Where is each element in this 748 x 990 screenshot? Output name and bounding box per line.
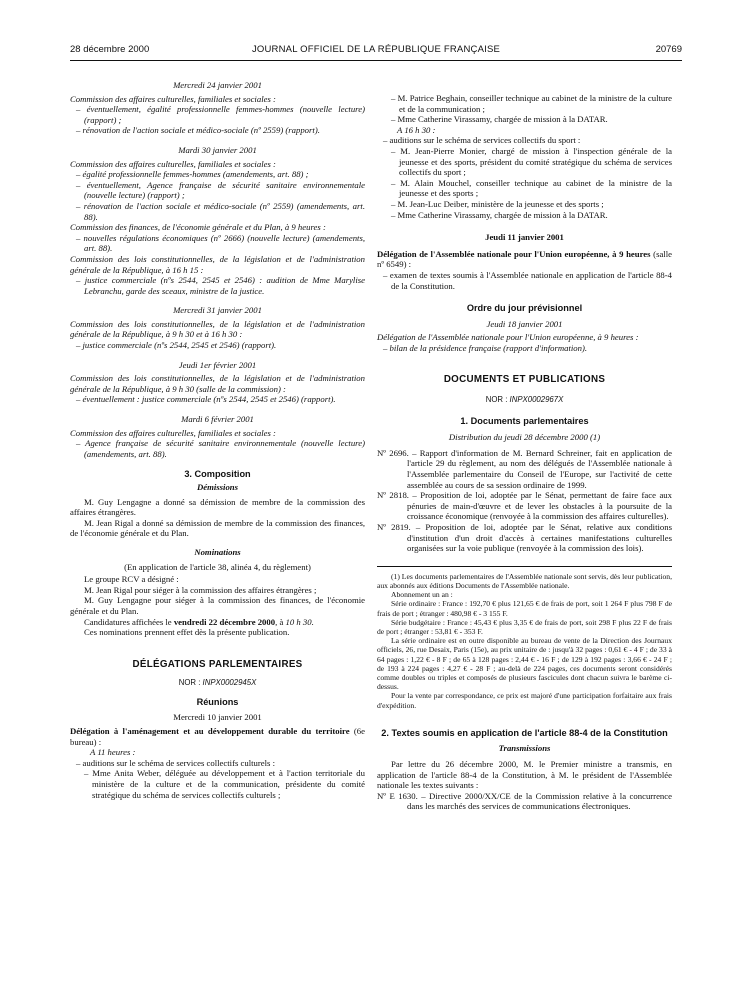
- delegation-name: [70, 726, 365, 747]
- header-rule: [70, 60, 682, 61]
- commission-name: Commission des lois constitutionnelles, de la législation et de l'administration générale de la République, à 16 h 15 :: [70, 253, 365, 275]
- section-title-documents: DOCUMENTS ET PUBLICATIONS: [443, 374, 606, 386]
- agenda-subitem: – M. Jean-Luc Deiber, ministère de la jeunesse et des sports ;: [391, 198, 604, 209]
- date-heading: Mercredi 24 janvier 2001: [173, 80, 262, 90]
- paragraph: [70, 617, 365, 628]
- section-title-composition: 3. Composition: [184, 469, 251, 480]
- subsection-demissions: Démissions: [196, 482, 239, 492]
- date-heading: Mercredi 31 janvier 2001: [173, 305, 262, 316]
- page-header: [70, 44, 682, 60]
- text: Délégation de l'Assemblée nationale pour l'Union européenne, à 9 heures: [377, 248, 651, 259]
- date-heading: Jeudi 1er février 2001: [178, 359, 257, 370]
- paragraph: Le groupe RCV a désigné :: [84, 574, 179, 585]
- footnote-text: La série ordinaire est en outre disponible au bureau de vente de la Direction des Journaux officiels, 26, rue Desaix, Paris (15e), au prix unitaire de : jusqu'à 32 pages : 0,61 € - 4 F ; de 33 à 64 pages : 1,22 € - 8 F ; de 65 à 128 pages : 2,44 € - 16 F ; de 129 à 192 pages : 3,66 € - 24 F ; de 193 à 224 pages : 4,27 € - 28 F ; au-delà de 224 pages, ces documents seront considérés comme doubles ou triples et composés de plusieurs fascicules dont chacun suivra le barème ci-dessus.: [377, 636, 672, 692]
- document-entry: Nº 2696. – Rapport d'information de M. Bernard Schreiner, fait en application de l'article 29 du règlement, au nom des délégués de l'Assemblée nationale à l'Assemblée parlementaire du Conseil de l'Europe, sur l'activité de cette assemblée au cours de sa session ordinaire de 1999.: [377, 447, 672, 490]
- nor-reference: [377, 395, 672, 406]
- agenda-subitem: – M. Patrice Beghain, conseiller technique au cabinet de la ministre de la culture et de la communication ;: [391, 93, 672, 114]
- footnote-text: Série ordinaire : France : 192,70 € plus 121,65 € de frais de port, soit 1 264 F plus 798 F de frais de port ; étranger : 480,98 € - 3 155 F.: [377, 599, 672, 618]
- agenda-item: – rénovation de l'action sociale et médico-sociale (nº 2559) (amendements, art. 88).: [76, 200, 365, 222]
- subsection-transmissions: Transmissions: [498, 743, 551, 754]
- document-entry: Nº E 1630. – Directive 2000/XX/CE de la Commission relative à la concurrence dans les marchés des services de communications électroniques.: [377, 790, 672, 812]
- section-title-delegations: DÉLÉGATIONS PARLEMENTAIRES: [132, 658, 303, 670]
- agenda-item: – égalité professionnelle femmes-hommes (amendements, art. 88) ;: [76, 169, 309, 180]
- paragraph: M. Guy Lengagne pour siéger à la commission des finances, de l'économie générale et du Plan.: [70, 595, 365, 616]
- text: (salle nº 6549) :: [377, 248, 672, 270]
- agenda-subitem: – Mme Catherine Virassamy, chargée de mission à la DATAR.: [391, 114, 608, 125]
- time-heading: A 11 heures :: [90, 747, 136, 758]
- commission-name: Commission des lois constitutionnelles, de la législation et de l'administration générale de la République, à 9 h 30 et à 16 h 30 :: [70, 318, 365, 340]
- date-heading: Mercredi 10 janvier 2001: [173, 711, 262, 722]
- agenda-item: – éventuellement : justice commerciale (nºs 2544, 2545 et 2546) (rapport).: [76, 394, 336, 405]
- page-number: 20769: [655, 44, 682, 55]
- agenda-subitem: – Mme Anita Weber, déléguée au développement et à l'action territoriale du ministère de la culture et de la communication, présidente du comité stratégique du schéma de services collectifs culturels ;: [84, 768, 365, 800]
- text: Délégation à l'aménagement et au développement durable du territoire: [70, 726, 350, 737]
- distribution-date: Distribution du jeudi 28 décembre 2000 (1): [448, 432, 601, 443]
- paragraph: Par lettre du 26 décembre 2000, M. le Premier ministre a transmis, en application de l'article 88-4 de la Constitution, à M. le président de l'Assemblée nationale les textes suivants :: [377, 759, 672, 791]
- journal-title: JOURNAL OFFICIEL DE LA RÉPUBLIQUE FRANÇAISE: [251, 44, 501, 55]
- agenda-subitem: – M. Jean-Pierre Monier, chargé de mission à l'inspection générale de la jeunesse et des sports, président du comité stratégique du schéma de services collectifs du sport ;: [391, 145, 672, 178]
- commission-name: Commission des affaires culturelles, familiales et sociales :: [70, 158, 276, 169]
- agenda-item: – justice commerciale (nºs 2544, 2545 et 2546) : audition de Mme Marylise Lebranchu, garde des sceaux, ministre de la justice.: [76, 275, 365, 296]
- subsection-documents-parlementaires: 1. Documents parlementaires: [460, 415, 589, 426]
- agenda-subitem: – M. Alain Mouchel, conseiller technique au cabinet de la ministre de la jeunesse et des sports ;: [391, 177, 672, 199]
- agenda-subitem: – Mme Catherine Virassamy, chargée de mission à la DATAR.: [391, 209, 608, 220]
- text: .: [311, 616, 314, 627]
- commission-name: Commission des affaires culturelles, familiales et sociales :: [70, 427, 276, 438]
- document-entry: Nº 2819. – Proposition de loi, adoptée par le Sénat, relative aux conditions d'institution d'un droit d'accès à certaines manifestations culturelles organisées sur la voie publique (renvoyée à la commission des lois).: [377, 522, 672, 554]
- agenda-item: – examen de textes soumis à l'Assemblée nationale en application de l'article 88-4 de la Constitution.: [383, 269, 672, 291]
- nor-reference: [70, 678, 365, 689]
- footnote-text: Abonnement un an :: [391, 590, 453, 600]
- footnote-text: Pour la vente par correspondance, ce prix est majoré d'une participation forfaitaire aux frais d'expédition.: [377, 691, 672, 710]
- footnote-text: Série budgétaire : France : 45,43 € plus 3,35 € de frais de port, soit 298 F plus 22 F de frais de port ; étranger : 53,81 € - 353 F.: [377, 617, 672, 636]
- date-heading: Mardi 6 février 2001: [181, 414, 254, 425]
- footnote-text: (1) Les documents parlementaires de l'Assemblée nationale sont servis, dès leur publication, aux abonnés aux éditions Documents de l'Assemblée nationale.: [377, 571, 672, 590]
- agenda-item: – nouvelles régulations économiques (nº 2666) (nouvelle lecture) (amendements, art. 88).: [76, 232, 365, 254]
- text: 10 h 30: [285, 616, 312, 627]
- section-title-textes-88-4: 2. Textes soumis en application de l'article 88-4 de la Constitution: [381, 727, 668, 738]
- date-heading: Jeudi 18 janvier 2001: [486, 318, 563, 329]
- section-title-ordre-du-jour: Ordre du jour prévisionnel: [466, 303, 583, 314]
- subsection-nominations: Nominations: [194, 546, 241, 557]
- footnote: [377, 572, 672, 710]
- paragraph: (En application de l'article 38, alinéa 4, du règlement): [124, 561, 311, 572]
- agenda-item: – éventuellement, Agence française de sécurité sanitaire environnementale (nouvelle lecture) (rapport) ;: [76, 179, 365, 201]
- time-heading: A 16 h 30 :: [397, 124, 436, 135]
- agenda-item: – auditions sur le schéma de services collectifs culturels :: [76, 757, 276, 768]
- left-column: [70, 80, 365, 800]
- paragraph: M. Jean Rigal a donné sa démission de membre de la commission des finances, de l'économie générale et du Plan.: [70, 517, 365, 539]
- document-entry: Nº 2818. – Proposition de loi, adoptée par le Sénat, permettant de faire face aux pénuries de main-d'œuvre et de lever les obstacles à la poursuite de la croissance économique (renvoyée à la commission des affaires culturelles).: [377, 490, 672, 522]
- paragraph: M. Guy Lengagne a donné sa démission de membre de la commission des affaires étrangères.: [70, 496, 365, 518]
- commission-name: Commission des affaires culturelles, familiales et sociales :: [70, 93, 276, 104]
- agenda-item: – justice commerciale (nºs 2544, 2545 et 2546) (rapport).: [76, 340, 277, 351]
- delegation-name: [377, 249, 672, 270]
- paragraph: M. Jean Rigal pour siéger à la commission des affaires étrangères ;: [84, 584, 317, 595]
- subsection-reunions: Réunions: [196, 696, 239, 707]
- commission-name: Commission des lois constitutionnelles, de la législation et de l'administration générale de la République, à 9 h 30 (salle de la commission) :: [70, 373, 365, 394]
- agenda-item: – bilan de la présidence française (rapport d'information).: [383, 342, 588, 353]
- text: NOR :: [178, 678, 203, 688]
- text: Candidatures affichées le: [84, 616, 174, 627]
- text: vendredi 22 décembre 2000: [173, 616, 276, 627]
- footnote-rule: [377, 566, 672, 567]
- agenda-item: – auditions sur le schéma de services collectifs du sport :: [383, 135, 581, 146]
- right-column: [377, 93, 672, 812]
- text: , à: [275, 616, 286, 627]
- text: INPX0002945X: [202, 678, 257, 688]
- date-heading: Mardi 30 janvier 2001: [178, 144, 257, 155]
- text: NOR :: [485, 395, 510, 405]
- delegation-name: Délégation de l'Assemblée nationale pour l'Union européenne, à 9 heures :: [377, 332, 639, 343]
- agenda-item: – éventuellement, égalité professionnelle femmes-hommes (nouvelle lecture) (rapport) ;: [76, 104, 365, 125]
- text: INPX0002967X: [509, 395, 564, 405]
- commission-name: Commission des finances, de l'économie générale et du Plan, à 9 heures :: [70, 222, 326, 233]
- agenda-item: – Agence française de sécurité sanitaire environnementale (nouvelle lecture) (amendements, art. 88).: [76, 438, 365, 459]
- date-heading: Jeudi 11 janvier 2001: [485, 232, 564, 243]
- paragraph: Ces nominations prennent effet dès la présente publication.: [84, 627, 290, 638]
- text: (6e bureau) :: [70, 726, 365, 747]
- agenda-item: – rénovation de l'action sociale et médico-sociale (nº 2559) (rapport).: [76, 125, 320, 136]
- header-date: 28 décembre 2000: [70, 44, 150, 55]
